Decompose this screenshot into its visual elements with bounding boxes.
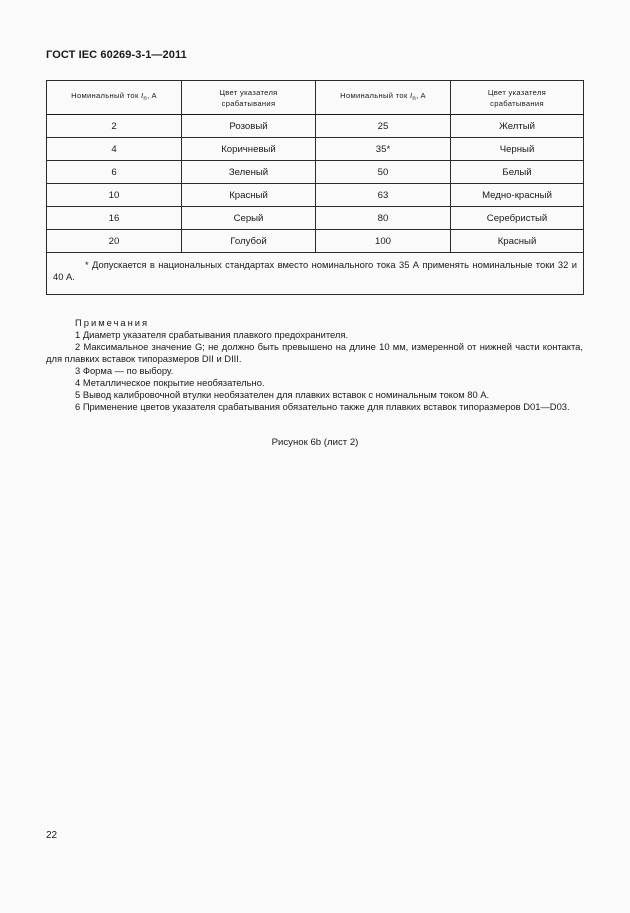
figure-caption: Рисунок 6b (лист 2) — [271, 437, 359, 448]
table-cell: Коричневый — [182, 138, 316, 161]
note-item: 3 Форма — по выбору. — [75, 365, 174, 376]
table-cell: 80 — [316, 207, 451, 230]
table-cell: 100 — [316, 230, 451, 253]
table-cell: 35* — [316, 138, 451, 161]
header-rated-current-2: Номинальный ток $I_n$, A — [316, 81, 451, 115]
note-item: 1 Диаметр указателя срабатывания плавкого предохранителя. — [75, 329, 349, 340]
table-cell: 6 — [47, 161, 182, 184]
table-cell: Серебристый — [451, 207, 584, 230]
header-indicator-color-1: Цвет указателя срабатывания — [182, 81, 316, 115]
document-header: ГОСТ IEC 60269-3-1—2011 — [46, 49, 187, 61]
table-footnote: * Допускается в национальных стандартах вместо номинального тока 35 А применять номинальные токи 32 и 40 А. — [47, 253, 584, 295]
note-item: 2 Максимальное значение G; не должно быть превышено на длине 10 мм, измеренной от нижней части контакта, для плавких вставок типоразмеров DII и DIII. — [46, 341, 583, 364]
table-cell: 63 — [316, 184, 451, 207]
table-row — [47, 230, 584, 253]
table-cell: Розовый — [182, 115, 316, 138]
notes-section — [46, 317, 583, 413]
table-cell: Зеленый — [182, 161, 316, 184]
table-footnote-row — [47, 253, 584, 295]
table-cell: Серый — [182, 207, 316, 230]
table-cell: 50 — [316, 161, 451, 184]
note-item: 6 Применение цветов указателя срабатывания обязательно также для плавких вставок типоразмеров D01—D03. — [75, 401, 570, 412]
notes-title: Примечания — [75, 317, 150, 328]
table-cell: Желтый — [451, 115, 584, 138]
header-rated-current-1: Номинальный ток $I_n$, A — [47, 81, 182, 115]
fuse-color-table — [46, 80, 584, 295]
table-row — [47, 138, 584, 161]
table-cell: Голубой — [182, 230, 316, 253]
header-indicator-color-2: Цвет указателя срабатывания — [451, 81, 584, 115]
table-header-row — [47, 81, 584, 115]
note-item: 5 Вывод калибровочной втулки необязателен для плавких вставок с номинальным током 80 А. — [75, 389, 490, 400]
table-row — [47, 161, 584, 184]
table-cell: 25 — [316, 115, 451, 138]
table-cell: 10 — [47, 184, 182, 207]
table-cell: 20 — [47, 230, 182, 253]
table-cell: Красный — [451, 230, 584, 253]
table-row — [47, 184, 584, 207]
table-cell: 4 — [47, 138, 182, 161]
page-number: 22 — [46, 830, 58, 841]
table-cell: Черный — [451, 138, 584, 161]
table-cell: Белый — [451, 161, 584, 184]
table-cell: 2 — [47, 115, 182, 138]
table-cell: 16 — [47, 207, 182, 230]
table-cell: Медно-красный — [451, 184, 584, 207]
note-item: 4 Металлическое покрытие необязательно. — [75, 377, 265, 388]
table-cell: Красный — [182, 184, 316, 207]
table-row — [47, 207, 584, 230]
table-row — [47, 115, 584, 138]
